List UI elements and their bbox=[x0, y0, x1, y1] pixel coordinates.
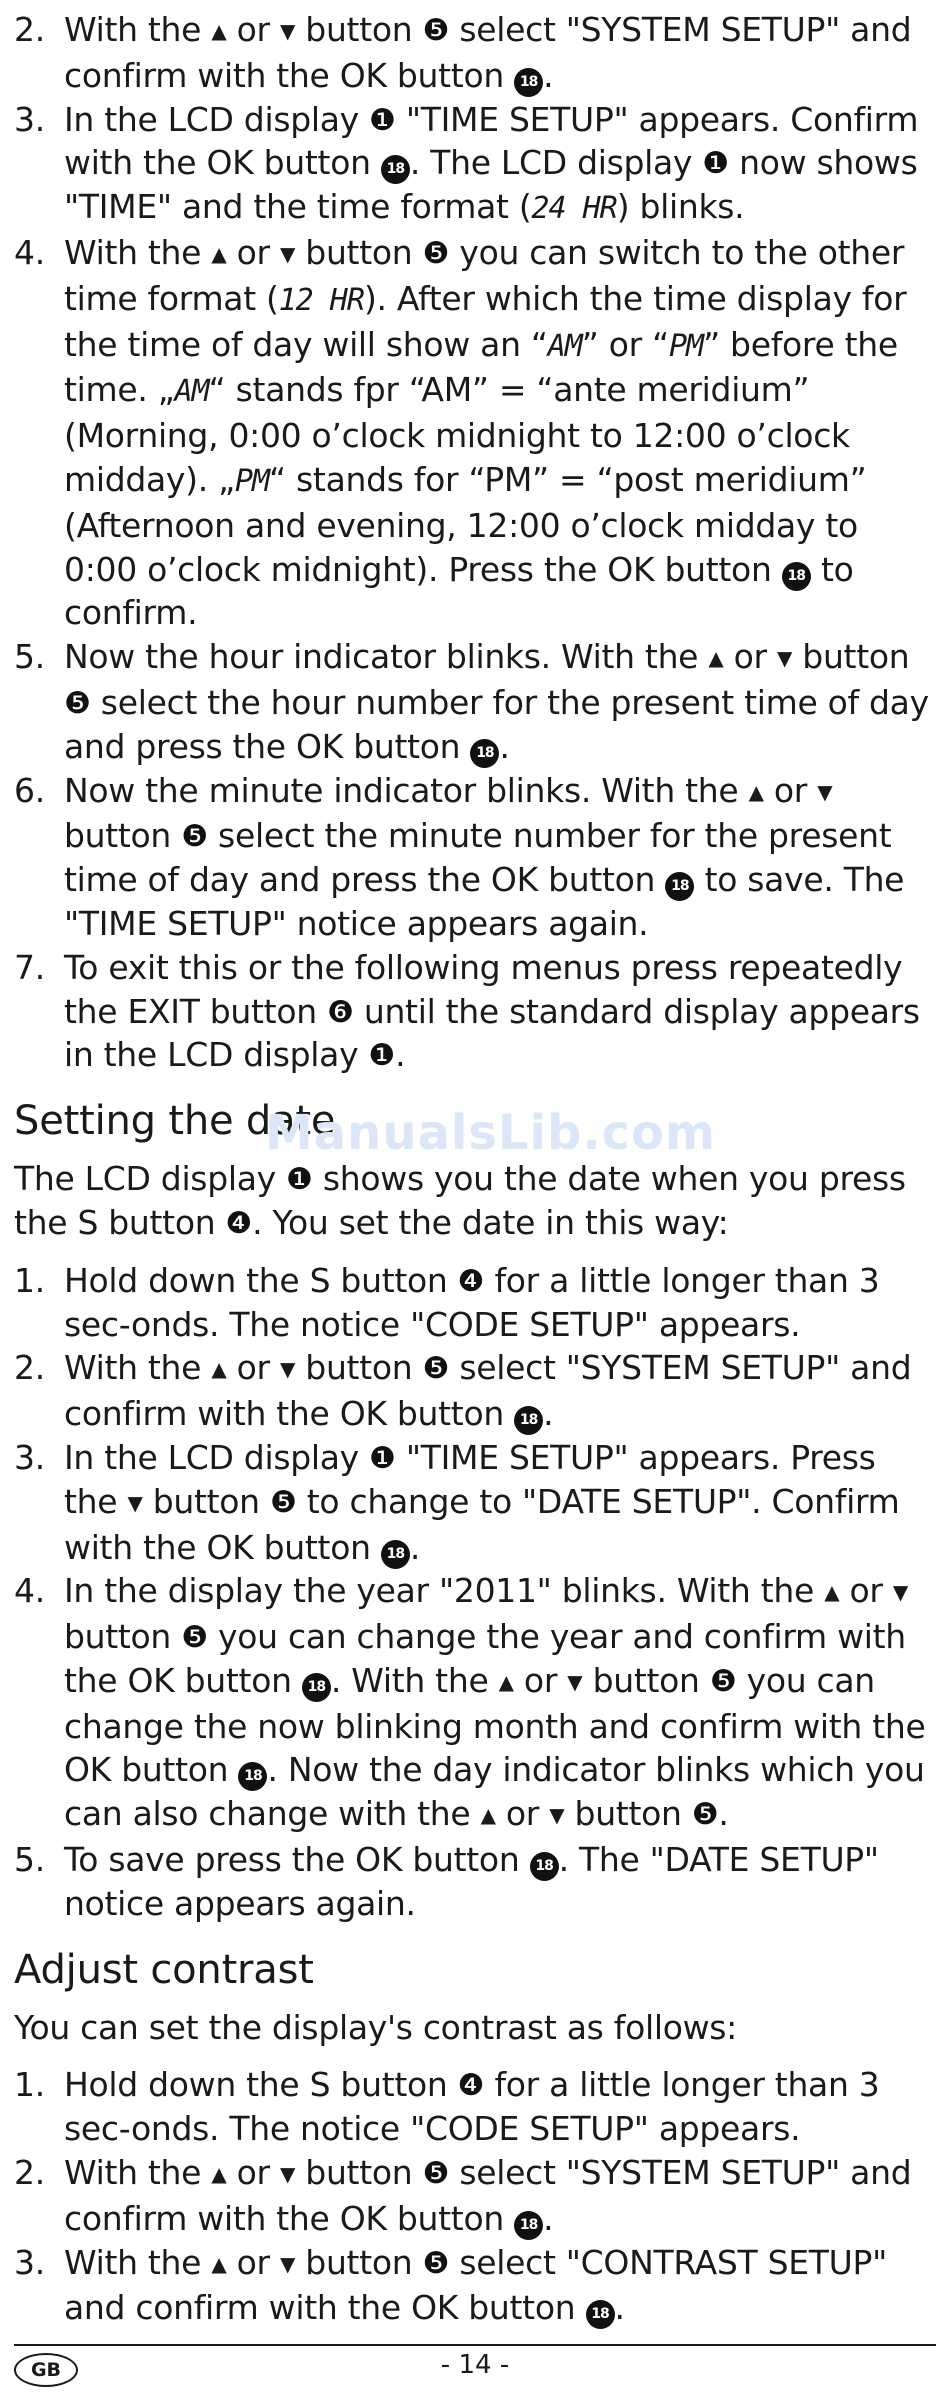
step-text: With the ▲ or ▼ button ❺ select "SYSTEM SETUP" and confirm with the OK button 18 . bbox=[64, 1348, 912, 1434]
step-item bbox=[14, 2241, 936, 2331]
triangle-down-icon: ▼ bbox=[567, 1669, 583, 1694]
circled-number-icon: ❹ bbox=[225, 1205, 253, 1241]
step-text: Hold down the S button ❹ for a little longer than 3 sec-onds. The notice "CODE SETUP" appears. bbox=[64, 1260, 880, 1344]
step-item bbox=[14, 1346, 936, 1436]
step-number: 1. bbox=[14, 2065, 45, 2105]
circled-number-icon: 18 bbox=[514, 2211, 543, 2240]
step-text: With the ▲ or ▼ button ❺ you can switch to the other time format (12 HR). After which the time display for the time of day will show an “AM” or “PM” before the time. „AM“ stands fpr “AM” = “ante meridium” (Morning, 0:00 o’clock midnight to 12:00 o’clock midday). „PM“ stands for “PM” = “post meridium” (Afternoon and evening, 12:00 o’clock midday to 0:00 o’clock midnight). Press the OK button 18 to confirm. bbox=[64, 232, 907, 633]
page-number: - 14 - bbox=[440, 2350, 510, 2380]
contrast-setup-steps bbox=[14, 2063, 936, 2330]
page-footer bbox=[14, 2344, 936, 2394]
step-number: 3. bbox=[14, 1437, 45, 1477]
triangle-up-icon: ▲ bbox=[211, 19, 227, 43]
triangle-up-icon: ▲ bbox=[708, 646, 724, 671]
circled-number-icon: 18 bbox=[665, 872, 694, 901]
triangle-down-icon: ▼ bbox=[127, 1490, 143, 1515]
circled-number-icon: 18 bbox=[381, 1540, 410, 1569]
circled-number-icon: ❹ bbox=[457, 1263, 485, 1299]
circled-number-icon: ❺ bbox=[422, 13, 450, 48]
step-text: In the LCD display ❶ "TIME SETUP" appears. Confirm with the OK button 18 . The LCD display ❶ now shows "TIME" and the time format (24 HR) blinks. bbox=[64, 99, 919, 227]
manual-page bbox=[14, 8, 936, 2330]
triangle-down-icon: ▼ bbox=[817, 779, 833, 804]
circled-number-icon: ❺ bbox=[709, 1663, 737, 1699]
step-item bbox=[14, 1569, 936, 1838]
circled-number-icon: ❻ bbox=[327, 994, 354, 1030]
triangle-up-icon: ▲ bbox=[211, 2251, 227, 2276]
triangle-down-icon: ▼ bbox=[777, 646, 793, 671]
watermark: ManualsLib.com bbox=[265, 1105, 716, 1161]
step-number: 2. bbox=[14, 1348, 45, 1388]
step-number: 5. bbox=[14, 1840, 45, 1880]
step-number: 7. bbox=[14, 947, 45, 987]
lcd-segment-text: 12 HR bbox=[278, 282, 364, 318]
section-heading-setting-date: Setting the date bbox=[14, 1098, 336, 1145]
step-item bbox=[14, 2151, 936, 2241]
step-text: In the display the year "2011" blinks. With the ▲ or ▼ button ❺ you can change the year and confirm with the OK button 18 . With the ▲ or ▼ button ❺ you can change the now blinking month and confirm with the OK button 18 . Now the day indicator blinks which you can also change with the ▲ or ▼ button ❺. bbox=[64, 1571, 926, 1834]
lcd-segment-text: PM bbox=[234, 463, 270, 499]
lcd-segment-text: AM bbox=[547, 328, 582, 364]
step-text: With the ▲ or ▼ button ❺ select "SYSTEM SETUP" and confirm with the OK button 18 . bbox=[64, 10, 912, 95]
circled-number-icon: ❺ bbox=[181, 1620, 208, 1656]
circled-number-icon: 18 bbox=[530, 1852, 559, 1881]
step-number: 1. bbox=[14, 1260, 45, 1300]
circled-number-icon: 18 bbox=[302, 1673, 331, 1702]
step-number: 4. bbox=[14, 1571, 45, 1611]
triangle-up-icon: ▲ bbox=[211, 2162, 227, 2187]
circled-number-icon: 18 bbox=[381, 155, 410, 184]
step-text: In the LCD display ❶ "TIME SETUP" appears. Press the ▼ button ❺ to change to "DATE SETUP". Confirm with the OK button 18 . bbox=[64, 1437, 900, 1567]
step-item bbox=[14, 98, 936, 231]
circled-number-icon: 18 bbox=[470, 739, 499, 768]
step-number: 3. bbox=[14, 99, 45, 139]
circled-number-icon: ❺ bbox=[269, 1484, 297, 1520]
step-item bbox=[14, 231, 936, 635]
step-item bbox=[14, 2063, 936, 2151]
step-item bbox=[14, 635, 936, 768]
circled-number-icon: ❺ bbox=[422, 2156, 450, 2192]
section-intro-setting-date: The LCD display ❶ shows you the date when you press the S button ❹. You set the date in this way: bbox=[14, 1159, 906, 1242]
circled-number-icon: 18 bbox=[238, 1762, 267, 1791]
lcd-segment-text: 24 HR bbox=[531, 191, 617, 227]
triangle-down-icon: ▼ bbox=[280, 241, 296, 266]
lcd-segment-text: AM bbox=[174, 374, 209, 410]
step-number: 5. bbox=[14, 637, 45, 677]
step-item bbox=[14, 1259, 936, 1347]
step-number: 2. bbox=[14, 2153, 45, 2193]
step-text: With the ▲ or ▼ button ❺ select "SYSTEM SETUP" and confirm with the OK button 18 . bbox=[64, 2153, 912, 2238]
time-setup-steps bbox=[14, 8, 936, 1077]
circled-number-icon: ❶ bbox=[286, 1162, 313, 1198]
step-text: To save press the OK button 18 . The "DATE SETUP" notice appears again. bbox=[64, 1840, 879, 1923]
circled-number-icon: 18 bbox=[782, 562, 811, 591]
circled-number-icon: ❶ bbox=[702, 146, 729, 182]
triangle-up-icon: ▲ bbox=[211, 241, 227, 266]
triangle-up-icon: ▲ bbox=[498, 1669, 514, 1694]
step-item bbox=[14, 8, 936, 98]
lcd-segment-text: PM bbox=[668, 328, 704, 364]
circled-number-icon: 18 bbox=[514, 1406, 543, 1435]
step-item bbox=[14, 769, 936, 946]
circled-number-icon: 18 bbox=[586, 2300, 615, 2329]
circled-number-icon: ❶ bbox=[369, 1440, 396, 1476]
section-heading-adjust-contrast: Adjust contrast bbox=[14, 1946, 314, 1993]
step-text: To exit this or the following menus press repeatedly the EXIT button ❻ until the standard display appears in the LCD display ❶. bbox=[64, 947, 920, 1075]
triangle-down-icon: ▼ bbox=[280, 1357, 296, 1382]
circled-number-icon: ❶ bbox=[368, 1038, 396, 1074]
circled-number-icon: ❺ bbox=[422, 2245, 450, 2281]
triangle-down-icon: ▼ bbox=[280, 2162, 296, 2187]
triangle-down-icon: ▼ bbox=[549, 1803, 565, 1828]
circled-number-icon: ❺ bbox=[64, 685, 91, 721]
circled-number-icon: 18 bbox=[514, 68, 543, 97]
step-text: Hold down the S button ❹ for a little longer than 3 sec-onds. The notice "CODE SETUP" appears. bbox=[64, 2065, 880, 2149]
triangle-down-icon: ▼ bbox=[892, 1580, 908, 1605]
step-item bbox=[14, 946, 936, 1077]
triangle-up-icon: ▲ bbox=[748, 779, 764, 804]
triangle-down-icon: ▼ bbox=[280, 19, 296, 43]
step-number: 6. bbox=[14, 770, 45, 810]
step-number: 4. bbox=[14, 232, 45, 272]
step-item bbox=[14, 1838, 936, 1926]
step-number: 2. bbox=[14, 10, 45, 49]
triangle-down-icon: ▼ bbox=[280, 2251, 296, 2276]
date-setup-steps bbox=[14, 1259, 936, 1926]
circled-number-icon: ❶ bbox=[369, 102, 396, 138]
circled-number-icon: ❺ bbox=[422, 1351, 450, 1387]
circled-number-icon: ❺ bbox=[181, 819, 208, 855]
step-number: 3. bbox=[14, 2242, 45, 2282]
triangle-up-icon: ▲ bbox=[824, 1580, 840, 1605]
circled-number-icon: ❺ bbox=[422, 235, 450, 271]
circled-number-icon: ❺ bbox=[691, 1797, 719, 1833]
triangle-up-icon: ▲ bbox=[480, 1803, 496, 1828]
language-badge: GB bbox=[14, 2353, 78, 2387]
step-text: Now the minute indicator blinks. With the ▲ or ▼ button ❺ select the minute number for the present time of day and press the OK button 18 to save. The "TIME SETUP" notice appears again. bbox=[64, 770, 905, 943]
step-item bbox=[14, 1436, 936, 1569]
triangle-up-icon: ▲ bbox=[211, 1357, 227, 1382]
circled-number-icon: ❹ bbox=[457, 2068, 485, 2104]
step-text: Now the hour indicator blinks. With the ▲ or ▼ button ❺ select the hour number for the present time of day and press the OK button 18 . bbox=[64, 637, 929, 766]
section-intro-adjust-contrast: You can set the display's contrast as follows: bbox=[14, 2007, 737, 2047]
step-text: With the ▲ or ▼ button ❺ select "CONTRAST SETUP" and confirm with the OK button 18 . bbox=[64, 2242, 887, 2328]
